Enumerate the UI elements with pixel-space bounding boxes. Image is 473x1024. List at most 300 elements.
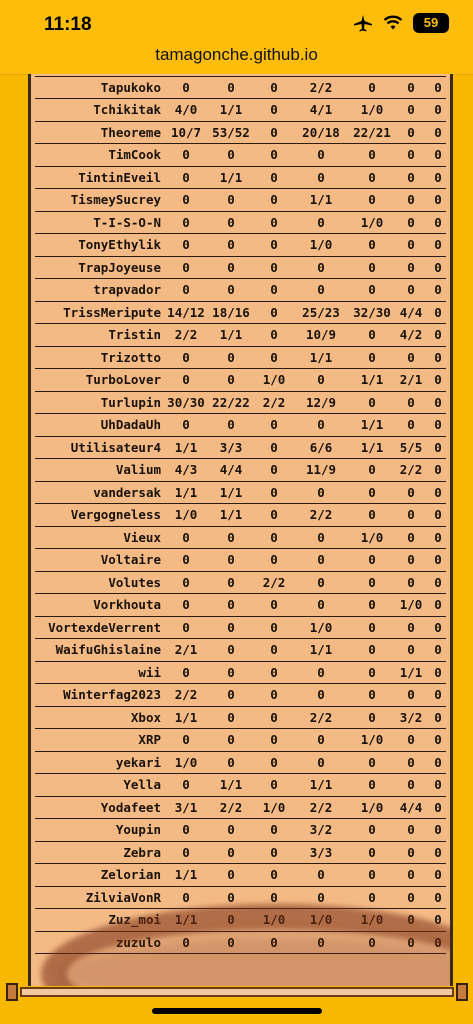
scroll-rod-right-knob <box>456 983 468 1001</box>
score-cell: 0 <box>227 867 235 882</box>
score-cell: 20/18 <box>302 124 340 140</box>
score-cell: 0 <box>270 169 278 185</box>
score-cell: 1/0 <box>360 912 384 927</box>
table-row <box>35 932 446 955</box>
score-cell: 0 <box>434 282 442 297</box>
score-cell: 0 <box>368 754 376 770</box>
table-row <box>35 414 446 437</box>
score-cell: 0 <box>270 867 278 882</box>
score-cell: 12/9 <box>305 394 337 410</box>
score-cell: 0 <box>407 777 415 792</box>
score-cell: 0 <box>182 349 190 365</box>
score-cell: 0 <box>434 237 442 252</box>
score-cell: 0 <box>368 642 376 657</box>
score-cell: 0 <box>434 214 442 230</box>
score-cell: 1/0 <box>309 912 333 927</box>
score-cell: 0 <box>270 484 278 500</box>
score-cell: 0 <box>227 529 235 545</box>
score-cell: 0 <box>407 732 415 747</box>
score-cell: 1/0 <box>309 619 333 635</box>
score-cell: 0 <box>270 619 278 635</box>
score-cell: 0 <box>434 912 442 927</box>
score-cell: 0 <box>368 574 376 590</box>
score-cell: 0 <box>227 417 235 432</box>
score-cell: 0 <box>407 507 415 522</box>
score-cell: 0 <box>270 192 278 207</box>
score-cell: 0 <box>434 507 442 522</box>
url-text: tamagonche.github.io <box>155 45 318 64</box>
score-cell: 0 <box>368 709 376 725</box>
score-cell: 0 <box>270 417 278 432</box>
score-cell: 0 <box>270 777 278 792</box>
player-name: Vergogneless <box>70 507 161 522</box>
score-cell: 0 <box>407 912 415 927</box>
score-cell: 0 <box>182 619 190 635</box>
score-cell: 2/2 <box>262 394 286 410</box>
score-cell: 1/1 <box>309 192 333 207</box>
score-cell: 0 <box>368 192 376 207</box>
score-cell: 3/2 <box>399 709 423 725</box>
score-cell: 0 <box>434 597 442 612</box>
score-cell: 0 <box>182 664 190 680</box>
score-cell: 0 <box>434 664 442 680</box>
player-name: Zebra <box>123 844 161 860</box>
score-cell: 0 <box>227 79 235 95</box>
score-cell: 0 <box>227 372 235 387</box>
scroll-rod-left-knob <box>6 983 18 1001</box>
player-name: TurboLover <box>85 372 161 387</box>
score-cell: 0 <box>368 79 376 95</box>
score-cell: 2/2 <box>309 799 333 815</box>
table-row <box>35 482 446 505</box>
score-cell: 0 <box>434 192 442 207</box>
score-cell: 2/2 <box>399 462 423 477</box>
score-cell: 0 <box>270 642 278 657</box>
score-cell: 32/30 <box>353 304 391 320</box>
score-cell: 4/1 <box>309 102 333 117</box>
player-name: Turlupin <box>100 394 161 410</box>
score-cell: 0 <box>434 529 442 545</box>
score-cell: 0 <box>434 327 442 342</box>
score-cell: 0 <box>407 574 415 590</box>
score-cell: 1/1 <box>399 664 423 680</box>
status-bar <box>0 0 473 42</box>
table-row <box>35 144 446 167</box>
score-cell: 1/1 <box>309 349 333 365</box>
score-cell: 0 <box>317 259 325 275</box>
score-cell: 0 <box>270 147 278 162</box>
score-cell: 0 <box>434 79 442 95</box>
score-cell: 0 <box>368 867 376 882</box>
score-cell: 3/2 <box>309 822 333 837</box>
score-cell: 0 <box>182 777 190 792</box>
player-name: yekari <box>115 754 161 770</box>
score-cell: 0 <box>317 484 325 500</box>
score-cell: 0 <box>270 597 278 612</box>
player-name: Tristin <box>108 327 161 342</box>
score-cell: 0 <box>434 754 442 770</box>
score-cell: 0 <box>368 889 376 905</box>
player-name: Tchikitak <box>93 102 161 117</box>
score-cell: 0 <box>368 552 376 567</box>
score-cell: 1/1 <box>174 912 198 927</box>
score-cell: 0 <box>407 484 415 500</box>
table-row <box>35 684 446 707</box>
score-cell: 0 <box>270 349 278 365</box>
table-row <box>35 594 446 617</box>
score-cell: 25/23 <box>302 304 340 320</box>
score-cell: 0 <box>434 102 442 117</box>
player-name: wii <box>138 664 161 680</box>
score-cell: 0 <box>368 169 376 185</box>
score-cell: 1/0 <box>174 754 198 770</box>
score-cell: 0 <box>182 147 190 162</box>
score-cell: 0 <box>227 552 235 567</box>
score-cell: 0 <box>227 574 235 590</box>
score-cell: 0 <box>434 394 442 410</box>
score-cell: 0 <box>407 529 415 545</box>
table-row <box>35 887 446 910</box>
score-cell: 0 <box>227 237 235 252</box>
score-cell: 1/1 <box>219 484 243 500</box>
score-cell: 0 <box>182 597 190 612</box>
player-name: T-I-S-O-N <box>93 214 161 230</box>
score-cell: 0 <box>407 642 415 657</box>
score-cell: 0 <box>434 169 442 185</box>
score-cell: 0 <box>270 844 278 860</box>
home-indicator[interactable] <box>152 1008 322 1014</box>
table-row <box>35 549 446 572</box>
player-name: Youpin <box>115 822 161 837</box>
score-cell: 0 <box>407 259 415 275</box>
table-row <box>35 707 446 730</box>
score-cell: 4/2 <box>399 327 423 342</box>
score-cell: 0 <box>270 259 278 275</box>
score-cell: 1/0 <box>360 102 384 117</box>
score-cell: 0 <box>182 237 190 252</box>
score-cell: 0 <box>317 214 325 230</box>
score-cell: 0 <box>434 619 442 635</box>
score-cell: 0 <box>407 214 415 230</box>
score-cell: 0 <box>407 394 415 410</box>
score-cell: 0 <box>368 507 376 522</box>
score-cell: 0 <box>434 709 442 725</box>
score-cell: 0 <box>434 574 442 590</box>
score-cell: 0 <box>182 822 190 837</box>
table-row <box>35 122 446 145</box>
score-cell: 0 <box>434 462 442 477</box>
score-cell: 0 <box>434 439 442 455</box>
score-cell: 0 <box>434 304 442 320</box>
table-row <box>35 392 446 415</box>
score-cell: 0 <box>182 574 190 590</box>
score-cell: 0 <box>270 282 278 297</box>
score-cell: 2/1 <box>399 372 423 387</box>
score-cell: 1/1 <box>219 777 243 792</box>
score-cell: 1/1 <box>174 867 198 882</box>
score-cell: 2/1 <box>174 642 198 657</box>
score-cell: 1/1 <box>174 709 198 725</box>
score-cell: 0 <box>368 822 376 837</box>
score-cell: 0 <box>270 237 278 252</box>
player-name: Trizotto <box>100 349 161 365</box>
player-name: Voltaire <box>100 552 161 567</box>
score-cell: 0 <box>434 799 442 815</box>
airplane-icon <box>353 14 373 32</box>
score-cell: 0 <box>407 169 415 185</box>
score-cell: 1/0 <box>360 799 384 815</box>
score-cell: 2/2 <box>174 327 198 342</box>
scroll-rod-body <box>20 987 454 997</box>
score-cell: 4/3 <box>174 462 198 477</box>
score-cell: 0 <box>270 529 278 545</box>
score-cell: 0 <box>270 462 278 477</box>
score-cell: 0 <box>407 619 415 635</box>
score-cell: 0 <box>227 732 235 747</box>
score-cell: 0 <box>368 349 376 365</box>
score-cell: 0 <box>434 147 442 162</box>
score-cell: 0 <box>270 552 278 567</box>
score-cell: 0 <box>317 282 325 297</box>
score-cell: 0 <box>434 889 442 905</box>
score-cell: 0 <box>227 259 235 275</box>
score-cell: 3/1 <box>174 799 198 815</box>
table-row <box>35 729 446 752</box>
player-name: TimCook <box>108 147 161 162</box>
table-row <box>35 212 446 235</box>
score-cell: 0 <box>182 844 190 860</box>
score-cell: 0 <box>317 687 325 702</box>
score-cell: 22/22 <box>212 394 250 410</box>
score-cell: 0 <box>270 214 278 230</box>
score-cell: 1/1 <box>309 642 333 657</box>
score-cell: 0 <box>317 147 325 162</box>
table-row <box>35 774 446 797</box>
score-cell: 0 <box>227 349 235 365</box>
table-row <box>35 369 446 392</box>
player-name: Xbox <box>130 709 161 725</box>
score-cell: 0 <box>368 687 376 702</box>
score-cell: 0 <box>270 439 278 455</box>
score-cell: 1/0 <box>174 507 198 522</box>
score-cell: 0 <box>227 754 235 770</box>
table-row <box>35 527 446 550</box>
score-cell: 0 <box>317 664 325 680</box>
player-name: zuzulo <box>115 934 161 950</box>
table-row <box>35 504 446 527</box>
player-name: Yodafeet <box>100 799 161 815</box>
score-cell: 18/16 <box>212 304 250 320</box>
score-cell: 10/7 <box>170 124 202 140</box>
player-name: Volutes <box>108 574 161 590</box>
score-cell: 0 <box>434 259 442 275</box>
score-cell: 0 <box>368 844 376 860</box>
score-cell: 0 <box>227 147 235 162</box>
player-name: TrapJoyeuse <box>78 259 161 275</box>
score-cell: 0 <box>368 597 376 612</box>
score-cell: 0 <box>434 417 442 432</box>
player-name: vandersak <box>93 484 161 500</box>
score-cell: 1/1 <box>360 417 384 432</box>
score-cell: 3/3 <box>219 439 243 455</box>
player-name: Winterfag2023 <box>63 687 161 702</box>
table-row <box>35 99 446 122</box>
score-cell: 0 <box>270 124 278 140</box>
score-cell: 0 <box>270 709 278 725</box>
player-name: XRP <box>138 732 161 747</box>
table-row <box>35 909 446 932</box>
player-name: Valium <box>115 462 161 477</box>
score-cell: 0 <box>317 754 325 770</box>
score-cell: 0 <box>368 237 376 252</box>
score-cell: 0 <box>434 934 442 950</box>
score-cell: 0 <box>368 462 376 477</box>
score-cell: 6/6 <box>309 439 333 455</box>
score-cell: 0 <box>368 664 376 680</box>
score-cell: 2/2 <box>219 799 243 815</box>
player-name: Zuz_moi <box>108 912 161 927</box>
score-cell: 0 <box>317 574 325 590</box>
score-cell: 1/1 <box>219 507 243 522</box>
score-cell: 1/0 <box>360 214 384 230</box>
score-cell: 0 <box>227 619 235 635</box>
player-name: VortexdeVerrent <box>48 619 161 635</box>
score-cell: 0 <box>407 754 415 770</box>
table-row <box>35 279 446 302</box>
table-row <box>35 797 446 820</box>
score-cell: 0 <box>270 102 278 117</box>
player-name: WaifuGhislaine <box>55 642 161 657</box>
score-cell: 0 <box>407 79 415 95</box>
score-cell: 14/12 <box>167 304 205 320</box>
score-cell: 0 <box>368 394 376 410</box>
table-row <box>35 189 446 212</box>
score-cell: 0 <box>407 237 415 252</box>
score-cell: 0 <box>368 327 376 342</box>
score-cell: 1/0 <box>262 912 286 927</box>
score-cell: 0 <box>407 822 415 837</box>
score-cell: 0 <box>182 192 190 207</box>
player-name: trapvador <box>93 282 161 297</box>
score-cell: 0 <box>407 687 415 702</box>
score-cell: 0 <box>317 417 325 432</box>
table-row <box>35 302 446 325</box>
score-cell: 0 <box>317 867 325 882</box>
score-cell: 0 <box>317 529 325 545</box>
score-cell: 0 <box>434 687 442 702</box>
score-cell: 0 <box>368 777 376 792</box>
score-cell: 0 <box>182 169 190 185</box>
score-cell: 0 <box>407 124 415 140</box>
score-cell: 1/1 <box>219 327 243 342</box>
score-cell: 0 <box>434 732 442 747</box>
score-cell: 0 <box>270 507 278 522</box>
table-row <box>35 842 446 865</box>
player-name: UhDadaUh <box>100 417 161 432</box>
score-cell: 53/52 <box>212 124 250 140</box>
score-cell: 0 <box>270 304 278 320</box>
score-cell: 0 <box>182 214 190 230</box>
score-cell: 0 <box>227 844 235 860</box>
score-cell: 1/0 <box>309 237 333 252</box>
player-name: Zelorian <box>100 867 161 882</box>
score-cell: 0 <box>317 732 325 747</box>
address-bar[interactable] <box>0 42 473 75</box>
wifi-icon <box>383 15 403 31</box>
score-cell: 1/1 <box>219 102 243 117</box>
score-cell: 0 <box>227 822 235 837</box>
player-name: TrissMeripute <box>63 304 161 320</box>
score-cell: 0 <box>317 934 325 950</box>
score-cell: 0 <box>434 822 442 837</box>
status-time: 11:18 <box>44 14 92 35</box>
score-cell: 0 <box>407 844 415 860</box>
player-name: TintinEveil <box>78 169 161 185</box>
score-cell: 3/3 <box>309 844 333 860</box>
score-cell: 0 <box>270 732 278 747</box>
score-cell: 0 <box>227 214 235 230</box>
leaderboard-scroll[interactable] <box>28 74 453 986</box>
score-cell: 0 <box>270 327 278 342</box>
score-cell: 0 <box>182 529 190 545</box>
player-name: Vorkhouta <box>93 597 161 612</box>
score-cell: 1/1 <box>219 169 243 185</box>
score-cell: 1/1 <box>174 439 198 455</box>
score-cell: 0 <box>407 282 415 297</box>
score-cell: 4/4 <box>399 799 423 815</box>
score-cell: 11/9 <box>305 462 337 477</box>
score-cell: 4/4 <box>399 304 423 320</box>
score-cell: 0 <box>434 484 442 500</box>
score-cell: 0 <box>182 934 190 950</box>
table-row <box>35 437 446 460</box>
score-cell: 5/5 <box>399 439 423 455</box>
score-cell: 30/30 <box>167 394 205 410</box>
score-cell: 0 <box>317 169 325 185</box>
score-cell: 0 <box>407 934 415 950</box>
score-cell: 0 <box>434 124 442 140</box>
score-cell: 0 <box>182 552 190 567</box>
score-cell: 0 <box>227 597 235 612</box>
score-cell: 0 <box>407 867 415 882</box>
score-cell: 0 <box>270 889 278 905</box>
score-cell: 0 <box>407 349 415 365</box>
score-cell: 10/9 <box>305 327 337 342</box>
table-row <box>35 752 446 775</box>
score-cell: 1/1 <box>309 777 333 792</box>
score-cell: 2/2 <box>262 574 286 590</box>
table-row <box>35 662 446 685</box>
score-cell: 0 <box>368 259 376 275</box>
score-cell: 0 <box>407 417 415 432</box>
player-name: Utilisateur4 <box>70 439 161 455</box>
score-cell: 0 <box>270 822 278 837</box>
score-cell: 0 <box>227 642 235 657</box>
score-cell: 0 <box>270 754 278 770</box>
score-cell: 0 <box>368 147 376 162</box>
score-cell: 0 <box>317 597 325 612</box>
score-cell: 0 <box>317 372 325 387</box>
score-cell: 0 <box>227 934 235 950</box>
player-name: TismeySucrey <box>70 192 161 207</box>
score-cell: 0 <box>182 732 190 747</box>
status-icons <box>353 13 449 33</box>
table-row <box>35 347 446 370</box>
player-name: ZilviaVonR <box>85 889 161 905</box>
table-row <box>35 167 446 190</box>
score-cell: 1/1 <box>360 439 384 455</box>
score-cell: 0 <box>182 259 190 275</box>
